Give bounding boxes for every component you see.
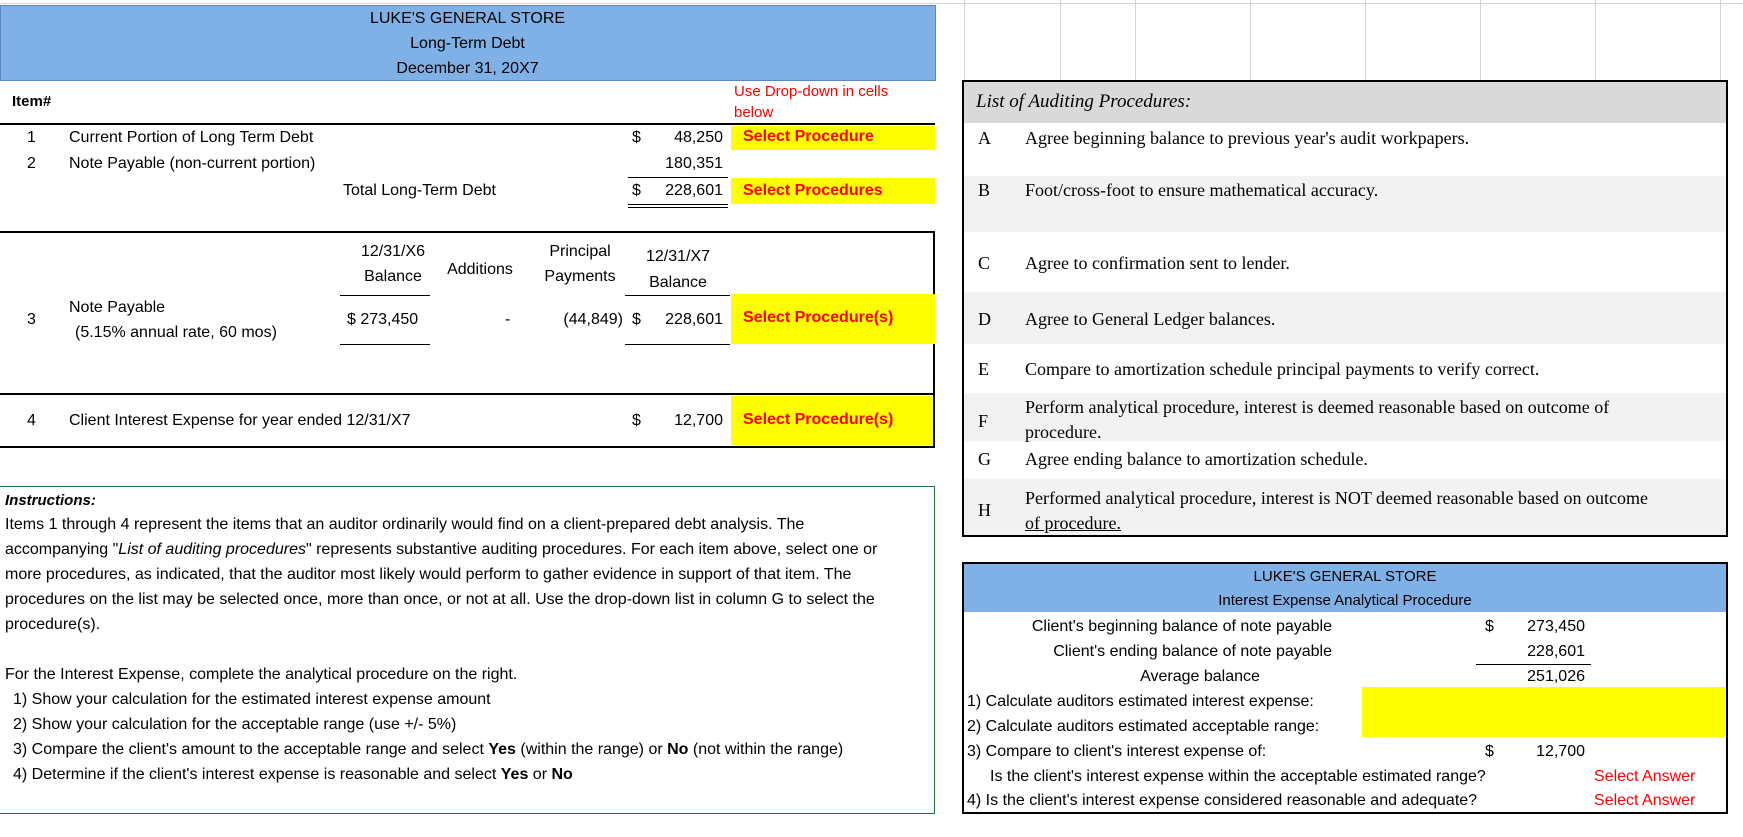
procedure-text-cont: of procedure. — [1025, 513, 1121, 533]
grid-col — [1135, 0, 1136, 80]
store-title: LUKE'S GENERAL STORE — [369, 10, 566, 27]
col-header-12-31-x6: 12/31/X6 — [360, 243, 426, 260]
table-border — [933, 394, 935, 447]
procedure-text: Agree to confirmation sent to lender. — [1025, 253, 1290, 273]
principal-payments-amount: (44,849) — [563, 311, 623, 328]
item-number-header: Item# — [12, 93, 52, 110]
total-underline — [628, 204, 728, 205]
analytical-subtitle: Interest Expense Analytical Procedure — [1218, 592, 1472, 609]
dollar-sign: $ — [632, 412, 641, 429]
instructions-line-part: accompanying " — [5, 541, 119, 558]
row-label: Note Payable (non-current portion) — [69, 155, 316, 172]
instructions-line-part: " represents substantive auditing procedures. For each item above, select one or — [305, 541, 878, 558]
grid-top — [0, 3, 1743, 4]
grid-col — [1060, 0, 1061, 80]
calculation-input-area[interactable] — [1362, 687, 1726, 737]
grid-col — [1480, 0, 1481, 80]
procedure-text-cont: procedure. — [1025, 422, 1102, 442]
dropdown-note: Use Drop-down in cells — [734, 83, 889, 100]
dollar-sign: $ — [632, 311, 641, 328]
procedure-text: Compare to amortization schedule principal payments to verify correct. — [1025, 359, 1540, 379]
procedure-text: Performed analytical procedure, interest is NOT deemed reasonable based on outcome — [1025, 488, 1648, 508]
instruction-step: 1) Show your calculation for the estimated interest expense amount — [13, 691, 491, 708]
within-range-answer-select[interactable]: Select Answer — [1594, 768, 1696, 785]
average-balance-value: 251,026 — [1527, 668, 1585, 685]
note-payable-terms: (5.15% annual rate, 60 mos) — [75, 324, 277, 341]
procedure-letter: A — [978, 128, 991, 148]
grid-col — [1365, 0, 1366, 80]
balance-x7-amount: 228,601 — [665, 311, 723, 328]
balance-x6-amount: $ 273,450 — [347, 311, 419, 328]
instructions-line — [5, 541, 877, 559]
instructions-line: procedure(s). — [5, 616, 101, 633]
row-label: Current Portion of Long Term Debt — [69, 129, 314, 146]
col-header-principal: Principal — [549, 243, 611, 260]
header-underline — [625, 295, 730, 296]
row-number: 1 — [27, 129, 36, 146]
instruction-step-part: (within the range) or — [515, 741, 668, 758]
row-number: 4 — [27, 412, 36, 429]
procedure-select-row3[interactable]: Select Procedure(s) — [731, 294, 935, 344]
procedure-text: Agree to General Ledger balances. — [1025, 309, 1276, 329]
sum-underline — [1476, 664, 1591, 665]
row-underline — [625, 344, 730, 345]
yes-keyword: Yes — [500, 766, 529, 783]
interest-expense-amount: 12,700 — [674, 412, 723, 429]
interest-expense-label: Client Interest Expense for year ended 12/31/X7 — [69, 412, 411, 429]
ending-balance-label: Client's ending balance of note payable — [1053, 643, 1332, 660]
schedule-date: December 31, 20X7 — [396, 60, 539, 77]
reasonable-answer-select[interactable]: Select Answer — [1594, 792, 1696, 809]
analytical-title: LUKE'S GENERAL STORE — [1253, 568, 1437, 585]
total-label: Total Long-Term Debt — [343, 182, 496, 199]
current-portion-amount: 48,250 — [674, 129, 723, 146]
estimated-interest-question: 1) Calculate auditors estimated interest expense: — [967, 693, 1314, 710]
compare-interest-question: 3) Compare to client's interest expense of: — [967, 743, 1267, 760]
noncurrent-amount: 180,351 — [665, 155, 723, 172]
table-rule — [0, 123, 935, 125]
dropdown-note-cont: below — [734, 104, 774, 121]
col-header-payments: Payments — [544, 268, 616, 285]
procedure-letter: D — [978, 309, 991, 329]
client-interest-value: 12,700 — [1536, 743, 1585, 760]
grid-col — [1720, 0, 1721, 80]
instructions-line: more procedures, as indicated, that the auditor most likely would perform to gather evidence in support of that item. The — [5, 566, 852, 583]
instruction-step-part: or — [528, 766, 552, 783]
beginning-balance-value: 273,450 — [1527, 618, 1585, 635]
col-header-12-31-x7: 12/31/X7 — [645, 248, 711, 265]
table-rule — [0, 446, 935, 448]
procedure-select-total[interactable]: Select Procedures — [731, 178, 935, 204]
procedure-letter: C — [978, 253, 991, 273]
table-rule — [0, 393, 935, 395]
procedure-text: Agree beginning balance to previous year's audit workpapers. — [1025, 128, 1470, 148]
instruction-step-part: (not within the range) — [688, 741, 844, 758]
instructions-line: procedures on the list may be selected once, more than once, or not at all. Use the drop-down list in column G to select the — [5, 591, 875, 608]
row-number: 3 — [27, 311, 36, 328]
acceptable-range-question: 2) Calculate auditors estimated acceptable range: — [967, 718, 1320, 735]
total-amount: 228,601 — [665, 182, 723, 199]
procedures-title: List of Auditing Procedures: — [976, 91, 1192, 112]
reasonable-question: 4) Is the client's interest expense considered reasonable and adequate? — [967, 792, 1478, 809]
note-payable-label: Note Payable — [69, 299, 166, 316]
procedure-text: Foot/cross-foot to ensure mathematical accuracy. — [1025, 180, 1379, 200]
instructions-title: Instructions: — [5, 492, 96, 509]
beginning-balance-label: Client's beginning balance of note payable — [1031, 618, 1332, 635]
total-double-underline — [628, 207, 728, 208]
ending-balance-value: 228,601 — [1527, 643, 1585, 660]
procedure-letter: E — [978, 359, 989, 379]
grid-col — [1595, 0, 1596, 80]
schedule-subtitle: Long-Term Debt — [410, 35, 525, 52]
dollar-sign: $ — [1485, 618, 1494, 635]
within-range-question: Is the client's interest expense within the acceptable estimated range? — [990, 768, 1486, 785]
no-keyword: No — [551, 766, 573, 783]
col-header-balance: Balance — [364, 268, 422, 285]
procedure-letter: H — [978, 500, 991, 520]
procedure-select-row1[interactable]: Select Procedure — [731, 126, 935, 150]
grid-col — [964, 0, 965, 80]
instructions-line: Items 1 through 4 represent the items that an auditor ordinarily would find on a client-prepared debt analysis. The — [5, 516, 805, 533]
dollar-sign: $ — [632, 129, 641, 146]
instruction-step-part: 3) Compare the client's amount to the acceptable range and select — [13, 741, 489, 758]
interest-instructions: For the Interest Expense, complete the analytical procedure on the right. — [5, 666, 518, 683]
instruction-step-part: 4) Determine if the client's interest expense is reasonable and select — [13, 766, 501, 783]
dollar-sign: $ — [1485, 743, 1494, 760]
table-rule — [0, 231, 935, 233]
procedure-select-row4[interactable]: Select Procedure(s) — [731, 396, 935, 445]
procedure-letter: B — [978, 180, 991, 200]
instruction-step — [13, 741, 843, 759]
col-header-balance: Balance — [649, 274, 707, 291]
col-header-additions: Additions — [447, 261, 513, 278]
average-balance-label: Average balance — [1140, 668, 1260, 685]
procedure-text: Perform analytical procedure, interest is deemed reasonable based on outcome of — [1025, 397, 1610, 417]
yes-keyword: Yes — [488, 741, 516, 758]
procedure-letter: G — [978, 449, 991, 469]
no-keyword: No — [667, 741, 689, 758]
header-underline — [340, 295, 430, 296]
grid-col — [1250, 0, 1251, 80]
procedure-letter: F — [978, 411, 989, 431]
procedure-text: Agree ending balance to amortization schedule. — [1025, 449, 1368, 469]
sum-underline — [628, 177, 728, 178]
row-number: 2 — [27, 155, 36, 172]
instructions-box — [0, 486, 935, 814]
additions-amount: - — [505, 311, 511, 328]
dollar-sign: $ — [632, 182, 641, 199]
procedure-list-reference: List of auditing procedures — [118, 541, 306, 558]
instruction-step — [13, 766, 573, 784]
row-underline — [340, 344, 430, 345]
instruction-step: 2) Show your calculation for the acceptable range (use +/- 5%) — [13, 716, 457, 733]
